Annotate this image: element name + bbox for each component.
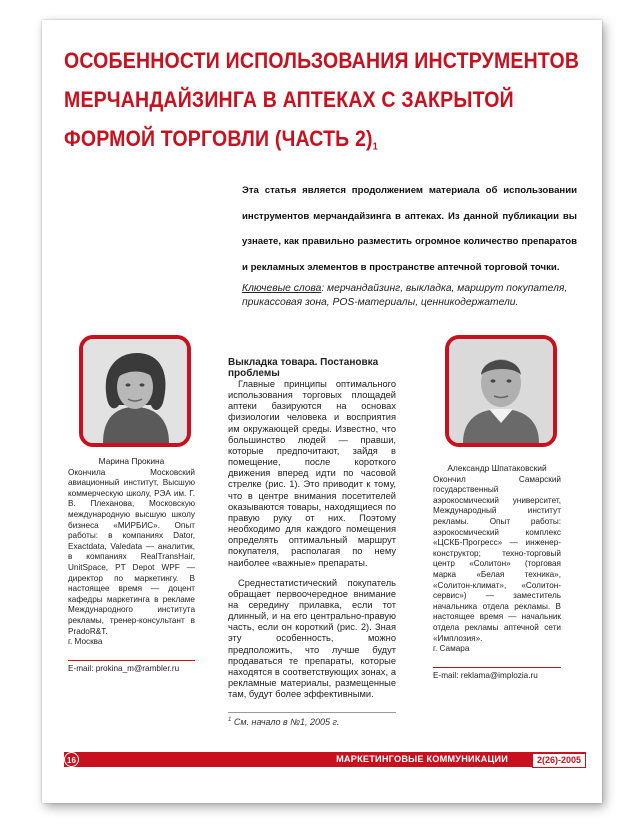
- author-bio-text: Окончил Самарский государственный аэрокосмический университет, Международный институт рекламы. Опыт работы: аэрокосмический комплекс «ЦСКБ-Прогресс» — инженер-конструктор; техно-торговый центр «Солитон» (торговая марка «Белая техника», «Солитон-климат», «Солитон-сервис») — заместитель начальника отдела рекламы. В настоящее время — начальник отдела рекламы аптечной сети «Имплозия».: [433, 474, 561, 643]
- author-email: E-mail: prokina_m@rambler.ru: [68, 660, 195, 675]
- lead-paragraph: Эта статья является продолжением материала об использовании инструментов мерчандайзинга в аптеках. Из данной публикации вы узнаете, как правильно разместить огромное количество препаратов и рекламных элементов в пространстве аптечной торговой точки.: [242, 185, 577, 273]
- author-bio-text: Окончила Московский авиационный институт, Высшую коммерческую школу, РЭА им. Г. В. Плеханова, Московскую международную высшую школу бизнеса «МИРБИС». Опыт работы: в компаниях Dator, Exactdata, Valedata — аналитик, в компаниях RealTransHair, UnitSpace, PT Depot WPF — директор по маркетингу. В настоящее время — доцент кафедры маркетинга в рекламе Международного института рекламы, тренер-консультант в PradoR&T.: [68, 467, 195, 636]
- title-line: ФОРМОЙ ТОРГОВЛИ (ЧАСТЬ 2)$^1$: [64, 127, 378, 152]
- keywords-text: : мерчандайзинг, выкладка, маршрут покупателя, прикассовая зона, POS-материалы, ценникодержатели.: [242, 283, 568, 308]
- title-footnote-mark: 1: [372, 140, 378, 152]
- article-paragraph: Среднестатистический покупатель обращает первоочередное внимание на середину прилавка, если тот длинный, и на его центрально-правую часть, если он короткий (рис. 2). Зная эту особенность, можно предположить, что лучше будут продаваться те препараты, которые находятся в соответствующих зонах, а рекламные материалы, размещенные там, будут более эффективными.: [228, 577, 396, 700]
- article-body: [228, 357, 396, 700]
- author-city: г. Москва: [68, 637, 103, 647]
- author-name: Марина Прокина: [98, 456, 165, 466]
- issue-badge: 2(26)-2005: [532, 753, 586, 768]
- keywords-label: Ключевые слова: [242, 283, 322, 294]
- article-title: [64, 42, 584, 160]
- footnote: [228, 712, 396, 727]
- footnote-text: См. начало в №1, 2005 г.: [231, 717, 340, 727]
- author-bio-left: [68, 456, 195, 674]
- footnote-mark: 1: [228, 717, 232, 723]
- author-photo-left: [79, 335, 191, 447]
- section-name: МАРКЕТИНГОВЫЕ КОММУНИКАЦИИ: [336, 754, 508, 764]
- man-portrait-icon: [449, 339, 553, 443]
- author-bio-right: [433, 463, 561, 681]
- article-paragraph: Главные принципы оптимального использования торговых площадей аптеки базируются на основах физиологии человека и восприятия им окружающей среды. Известно, что большинство людей — правши, которые предпочитают, зайдя в помещение, после короткого движения вперед идти по часовой стрелке (рис. 1). Это приводит к тому, что в центре внимания посетителей оказываются товары, находящиеся по правую руку от них. Поэтому необходимо для каждого помещения определять оптимальный маршрут покупателя, располагая по нему наиболее «важные» препараты.: [228, 379, 396, 568]
- article-subhead: Выкладка товара. Постановка проблемы: [228, 357, 379, 379]
- author-city: г. Самара: [433, 644, 470, 654]
- author-email: E-mail: reklama@implozia.ru: [433, 667, 561, 682]
- author-photo-right: [445, 335, 557, 447]
- footer-bar: [64, 752, 586, 767]
- woman-portrait-icon: [83, 339, 187, 443]
- keywords: [242, 282, 577, 309]
- page-number: 16: [64, 752, 79, 767]
- author-name: Александр Шпатаковский: [447, 463, 547, 473]
- title-line: ОСОБЕННОСТИ ИСПОЛЬЗОВАНИЯ ИНСТРУМЕНТОВ: [64, 48, 580, 74]
- magazine-page: [42, 20, 602, 803]
- title-line: МЕРЧАНДАЙЗИНГА В АПТЕКАХ С ЗАКРЫТОЙ: [64, 87, 514, 113]
